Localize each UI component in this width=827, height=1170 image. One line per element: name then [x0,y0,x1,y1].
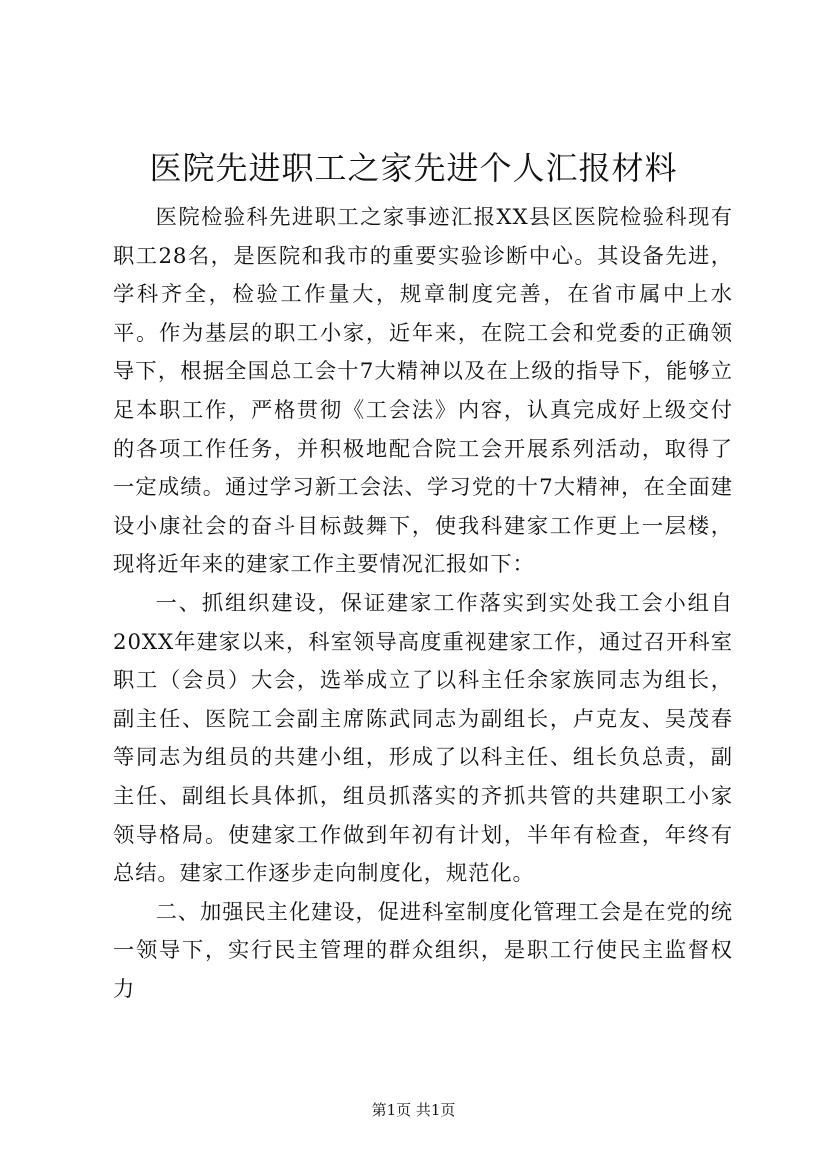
paragraph-intro: 医院检验科先进职工之家事迹汇报XX县区医院检验科现有职工28名，是医院和我市的重要实验诊断中心。其设备先进，学科齐全，检验工作量大，规章制度完善，在省市属中上水平。作为基层的职工小家，近年来，在院工会和党委的正确领导下，根据全国总工会十7大精神以及在上级的指导下，能够立足本职工作，严格贯彻《工会法》内容，认真完成好上级交付的各项工作任务，并积极地配合院工会开展系列活动，取得了一定成绩。通过学习新工会法、学习党的十7大精神，在全面建设小康社会的奋斗目标鼓舞下，使我科建家工作更上一层楼，现将近年来的建家工作主要情况汇报如下： [113,205,733,578]
paragraph-democracy: 二、加强民主化建设，促进科室制度化管理工会是在党的统一领导下，实行民主管理的群众组织，是职工行使民主监督权力 [113,899,733,1002]
document-title: 医院先进职工之家先进个人汇报材料 [149,149,678,187]
document-body [113,199,733,1009]
page-footer: 第1页 共1页 [371,1101,456,1119]
paragraph-organization: 一、抓组织建设，保证建家工作落实到实处我工会小组自20XX年建家以来，科室领导高度重视建家工作，通过召开科室职工（会员）大会，选举成立了以科主任余家族同志为组长，副主任、医院工会副主席陈武同志为副组长，卢克友、吴茂春等同志为组员的共建小组，形成了以科主任、组长负总责，副主任、副组长具体抓，组员抓落实的齐抓共管的共建职工小家领导格局。使建家工作做到年初有计划，半年有检查，年终有总结。建家工作逐步走向制度化，规范化。 [113,590,733,887]
